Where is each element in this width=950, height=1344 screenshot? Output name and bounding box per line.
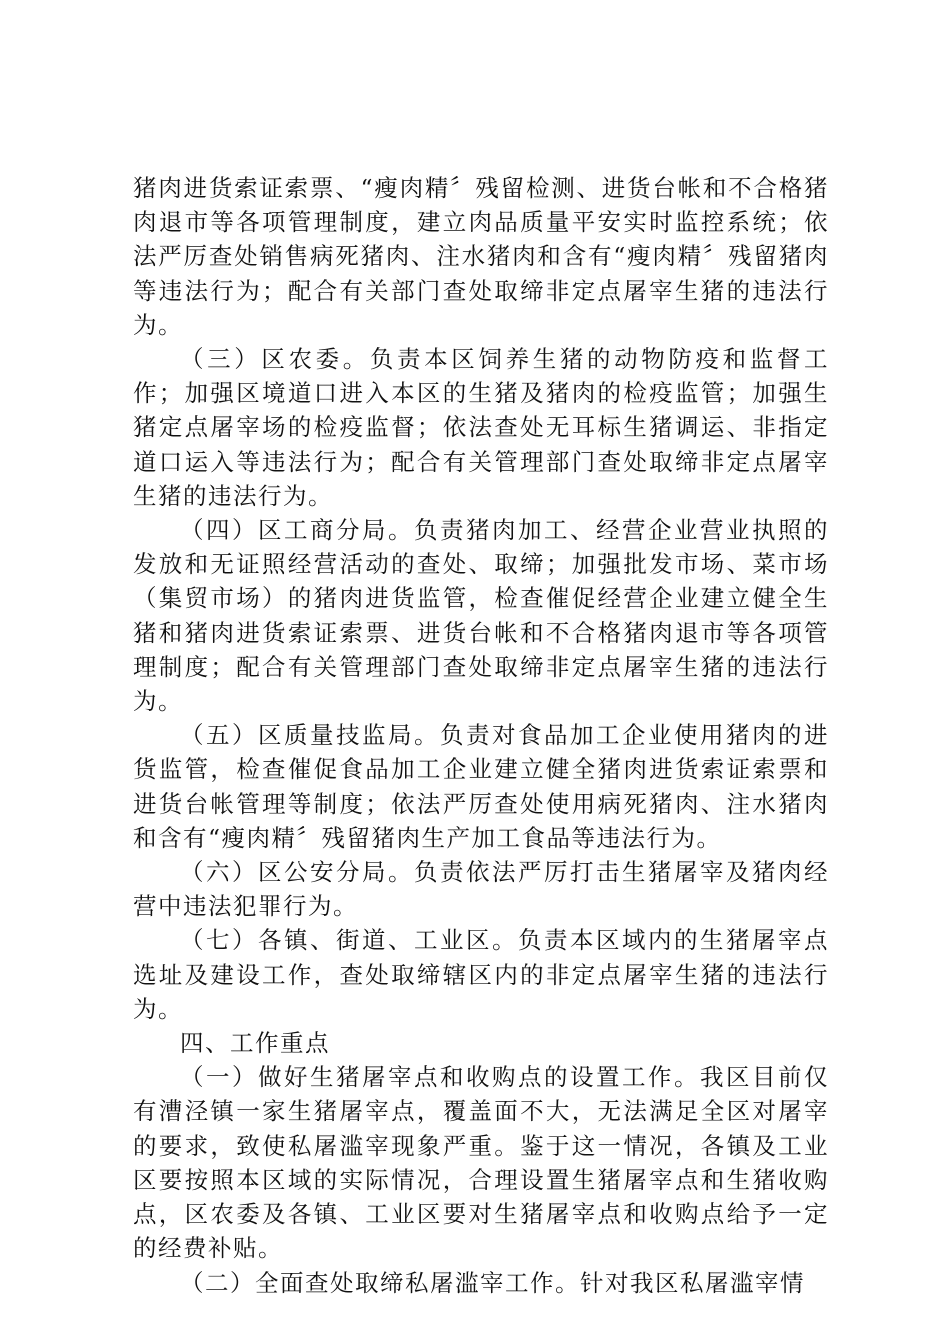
paragraph-responsibilities-continued: 猪肉进货索证索票、“瘦肉精〞残留检测、进货台帐和不合格猪肉退市等各项管理制度，建立肉品质量平安实时监控系统；依法严厉查处销售病死猪肉、注水猪肉和含有“瘦肉精〞残留猪肉等违法行为；配合有关部门查处取缔非定点屠宰生猪的违法行为。 xyxy=(133,174,829,339)
section-heading-work-priorities: 四、工作重点 xyxy=(180,1029,330,1058)
paragraph-district-agriculture-committee: （三）区农委。负责本区饲养生猪的动物防疫和监督工作；加强区境道口进入本区的生猪及猪肉的检疫监管；加强生猪定点屠宰场的检疫监督；依法查处无耳标生猪调运、非指定道口运入等违法行为；配合有关管理部门查处取缔非定点屠宰生猪的违法行为。 xyxy=(133,345,829,510)
paragraph-quality-supervision-bureau: （五）区质量技监局。负责对食品加工企业使用猪肉的进货监管，检查催促食品加工企业建立健全猪肉进货索证索票和进货台帐管理等制度；依法严厉查处使用病死猪肉、注水猪肉和含有“瘦肉精〞残留猪肉生产加工食品等违法行为。 xyxy=(133,721,829,852)
paragraph-public-security-bureau: （六）区公安分局。负责依法严厉打击生猪屠宰及猪肉经营中违法犯罪行为。 xyxy=(133,858,829,921)
paragraph-towns-streets-industrial-zones: （七）各镇、街道、工业区。负责本区域内的生猪屠宰点选址及建设工作，查处取缔辖区内的非定点屠宰生猪的违法行为。 xyxy=(133,926,829,1023)
paragraph-crackdown-illegal-slaughter: （二）全面查处取缔私屠滥宰工作。针对我区私屠滥宰情 xyxy=(180,1268,805,1297)
document-page xyxy=(133,171,829,1300)
paragraph-industry-commerce-bureau: （四）区工商分局。负责猪肉加工、经营企业营业执照的发放和无证照经营活动的查处、取缔；加强批发市场、菜市场（集贸市场）的猪肉进货监管，检查催促经营企业建立健全生猪和猪肉进货索证索票、进货台帐和不合格猪肉退市等各项管理制度；配合有关管理部门查处取缔非定点屠宰生猪的违法行为。 xyxy=(133,516,829,716)
paragraph-slaughter-point-setup: （一）做好生猪屠宰点和收购点的设置工作。我区目前仅有漕泾镇一家生猪屠宰点，覆盖面不大，无法满足全区对屠宰的要求，致使私屠滥宰现象严重。鉴于这一情况，各镇及工业区要按照本区域的实际情况，合理设置生猪屠宰点和生猪收购点，区农委及各镇、工业区要对生猪屠宰点和收购点给予一定的经费补贴。 xyxy=(133,1063,829,1263)
